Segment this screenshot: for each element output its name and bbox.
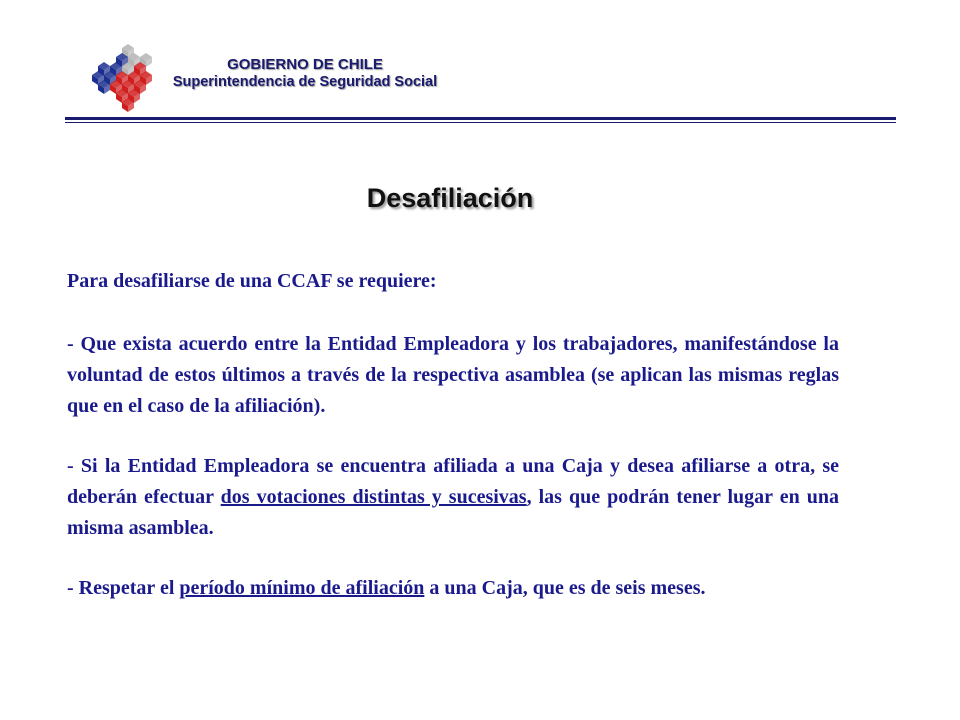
item-2-text-before: - Si la Entidad Empleadora se encuentra afiliada a una Caja y desea afiliarse a otra, se deberán efectuar: [67, 455, 839, 508]
item-3-underlined-text: período mínimo de afiliación: [179, 577, 425, 599]
organization-name: [160, 56, 450, 91]
item-3-text-before: - Respetar el: [67, 577, 180, 599]
org-line-1: GOBIERNO DE CHILE: [227, 56, 383, 73]
requirement-item-1: - Que exista acuerdo entre la Entidad Empleadora y los trabajadores, manifestándose la voluntad de estos últimos a través de la respectiva asamblea (se aplican las mismas reglas que en el caso de la afiliación).: [67, 333, 839, 417]
header-rule-thick: [65, 117, 896, 120]
intro-text: Para desafiliarse de una CCAF se requiere:: [67, 270, 437, 292]
item-2-text-after: , las que podrán tener lugar en una misma asamblea.: [67, 486, 840, 539]
slide-title: Desafiliación: [366, 183, 534, 213]
org-line-2: Superintendencia de Seguridad Social: [172, 74, 438, 90]
header-rule-thin: [65, 122, 896, 123]
gobierno-chile-logo-icon: [78, 40, 158, 112]
logo-graphic: [78, 40, 158, 112]
item-3-text-after: a una Caja, que es de seis meses.: [424, 577, 706, 599]
requirement-item-2: [67, 451, 839, 544]
slide-body: [67, 266, 839, 633]
item-2-underlined-text: dos votaciones distintas y sucesivas: [220, 486, 527, 508]
requirement-item-3: [67, 573, 839, 604]
